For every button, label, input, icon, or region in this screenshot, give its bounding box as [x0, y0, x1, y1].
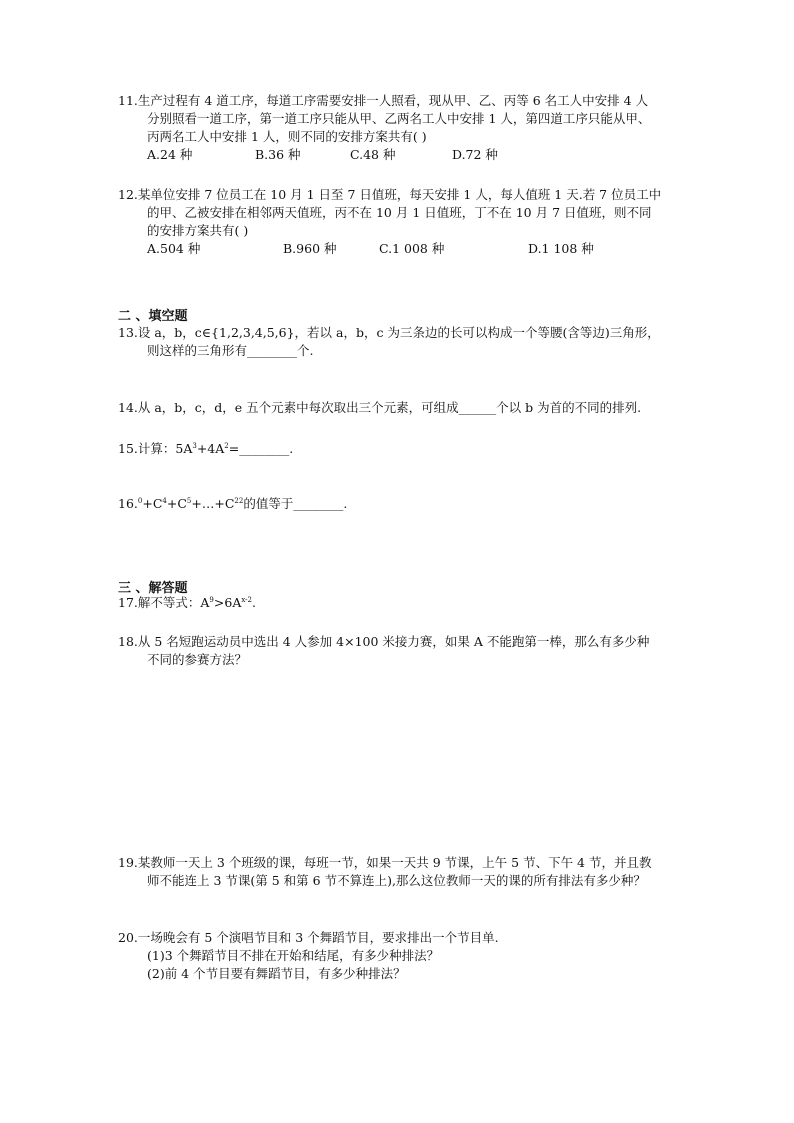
- question-11-option-b: B.36 种: [255, 147, 301, 162]
- question-12-line-3: 的安排方案共有( ): [147, 223, 249, 238]
- section-solve-heading: 三 、解答题: [118, 581, 188, 596]
- question-17-suffix: .: [252, 595, 256, 610]
- question-15-sup-1: 3: [192, 441, 197, 450]
- question-15: [118, 440, 708, 458]
- question-11-line-1: 11.生产过程有 4 道工序，每道工序需要安排一人照看，现从甲、乙、丙等 6 名工人中安排 4 人: [118, 93, 649, 108]
- question-15-mid: +4A: [196, 441, 225, 456]
- question-20-part-2: (2)前 4 个节目要有舞蹈节目，有多少种排法？: [147, 966, 406, 981]
- question-15-prefix: 15.计算：5A: [118, 441, 193, 456]
- question-20-line-1: 20.一场晚会有 5 个演唱节目和 3 个舞蹈节目，要求排出一个节目单.: [118, 930, 499, 945]
- question-12-option-d: D.1 108 种: [528, 241, 594, 256]
- question-11: [118, 92, 708, 164]
- question-16: [118, 495, 708, 513]
- question-16-sup-1: 4: [162, 496, 167, 505]
- question-17-sup-2: x-2: [241, 595, 253, 604]
- question-16-part-1: +C: [142, 496, 163, 511]
- question-19: [118, 854, 708, 890]
- question-15-suffix: =________.: [228, 441, 294, 456]
- question-18-line-1: 18.从 5 名短跑运动员中选出 4 人参加 4×100 米接力赛，如果 A 不能跑第一棒，那么有多少种: [118, 634, 650, 649]
- question-16-suffix: 的值等于________.: [243, 496, 348, 511]
- question-16-part-3: +…+C: [191, 496, 235, 511]
- question-11-option-d: D.72 种: [452, 147, 498, 162]
- question-11-options: [118, 146, 708, 164]
- question-16-sup-2: 5: [186, 496, 192, 505]
- question-18-line-2: 不同的参赛方法？: [147, 652, 248, 667]
- question-17: [118, 594, 708, 612]
- question-17-sup-1: 9: [209, 595, 214, 604]
- question-13-line-2: 则这样的三角形有________个.: [147, 343, 314, 358]
- question-16-part-2: +C: [166, 496, 187, 511]
- section-fill-in-heading: 二 、填空题: [118, 309, 188, 324]
- question-12-option-a: A.504 种: [147, 241, 201, 256]
- question-13: [118, 324, 708, 360]
- question-11-line-2: 分别照看一道工序，第一道工序只能从甲、乙两名工人中安排 1 人，第四道工序只能从甲、: [147, 111, 651, 126]
- question-16-prefix: 16.: [118, 496, 138, 511]
- question-16-sup-0: 0: [137, 496, 143, 505]
- question-19-line-1: 19.某教师一天上 3 个班级的课，每班一节，如果一天共 9 节课，上午 5 节、下午 4 节，并且教: [118, 855, 652, 870]
- question-15-sup-2: 2: [224, 441, 229, 450]
- question-17-text: [118, 594, 708, 612]
- question-12-options: [118, 240, 708, 258]
- question-14: [118, 399, 708, 417]
- question-16-sup-3: 22: [234, 496, 244, 505]
- question-13-line-1: 13.设 a，b，c∈{1,2,3,4,5,6}，若以 a，b，c 为三条边的长可以构成一个等腰(含等边)三角形，: [118, 325, 660, 340]
- question-20-part-1: (1)3 个舞蹈节目不排在开始和结尾，有多少种排法？: [147, 948, 440, 963]
- question-12-line-1: 12.某单位安排 7 位员工在 10 月 1 日至 7 日值班，每天安排 1 人，每人值班 1 天.若 7 位员工中: [118, 187, 662, 202]
- question-12-option-b: B.960 种: [283, 241, 337, 256]
- question-20: [118, 929, 708, 983]
- question-17-mid: >6A: [213, 595, 242, 610]
- question-19-line-2: 师不能连上 3 节课(第 5 和第 6 节不算连上),那么这位教师一天的课的所有排法有多少种？: [147, 873, 646, 888]
- question-12-option-c: C.1 008 种: [379, 241, 445, 256]
- question-17-prefix: 17.解不等式：A: [118, 595, 210, 610]
- question-12: [118, 186, 708, 258]
- question-14-text: 14.从 a，b，c，d，e 五个元素中每次取出三个元素，可组成______个以 b 为首的不同的排列.: [118, 400, 642, 415]
- question-11-option-c: C.48 种: [350, 147, 396, 162]
- question-11-line-3: 丙两名工人中安排 1 人，则不同的安排方案共有( ): [147, 129, 427, 144]
- question-15-text: [118, 440, 708, 458]
- question-12-line-2: 的甲、乙被安排在相邻两天值班，丙不在 10 月 1 日值班，丁不在 10 月 7 日值班，则不同: [147, 205, 652, 220]
- question-18: [118, 633, 708, 669]
- question-16-text: [118, 495, 708, 513]
- question-11-option-a: A.24 种: [147, 147, 193, 162]
